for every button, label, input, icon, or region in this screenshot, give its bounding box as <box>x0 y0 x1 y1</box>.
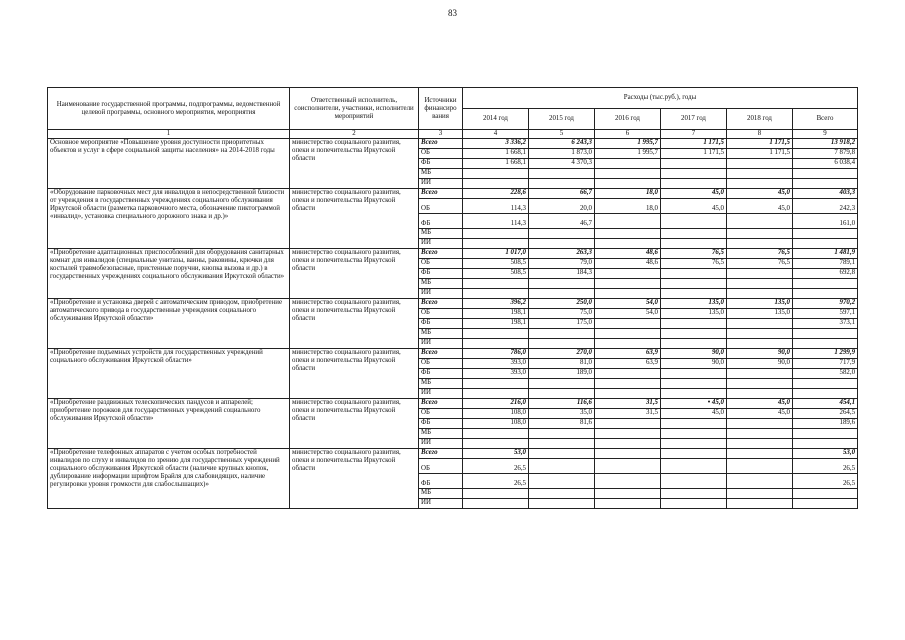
funding-source: ФБ <box>419 159 463 169</box>
total-value: 970,2 <box>793 299 858 309</box>
year-value: 198,1 <box>463 309 529 319</box>
year-value: 1 171,5 <box>661 139 727 149</box>
total-value <box>793 329 858 339</box>
year-value <box>661 369 727 379</box>
funding-source: ИИ <box>419 339 463 349</box>
year-value: 135,0 <box>661 309 727 319</box>
year-value <box>727 279 793 289</box>
year-value <box>727 389 793 399</box>
year-value <box>529 279 595 289</box>
year-value <box>661 389 727 399</box>
year-value <box>595 379 661 389</box>
year-value <box>595 474 661 489</box>
year-value <box>727 379 793 389</box>
total-value: 264,5 <box>793 409 858 419</box>
year-value <box>463 389 529 399</box>
header-year: 2015 год <box>529 109 595 130</box>
year-value <box>463 379 529 389</box>
total-value: 454,1 <box>793 399 858 409</box>
year-value: 6 243,3 <box>529 139 595 149</box>
column-number: 8 <box>727 130 793 139</box>
funding-source: МБ <box>419 229 463 239</box>
year-value <box>463 499 529 509</box>
year-value: 198,1 <box>463 319 529 329</box>
year-value: 54,0 <box>595 299 661 309</box>
year-value <box>595 289 661 299</box>
year-value <box>661 269 727 279</box>
funding-source: Всего <box>419 349 463 359</box>
year-value: 81,0 <box>529 359 595 369</box>
total-value <box>793 389 858 399</box>
year-value <box>595 169 661 179</box>
year-value: 228,6 <box>463 189 529 199</box>
funding-source: ФБ <box>419 269 463 279</box>
year-value <box>595 279 661 289</box>
measure-name: Основное мероприятие «Повышение уровня доступности приоритетных объектов и услуг в сфере социальной защиты населения» на 2014-2018 годы <box>48 139 290 189</box>
year-value <box>463 239 529 249</box>
year-value <box>727 339 793 349</box>
table-row <box>48 189 858 199</box>
table-row <box>48 139 858 149</box>
year-value <box>595 419 661 429</box>
funding-source: ОБ <box>419 409 463 419</box>
total-value <box>793 179 858 189</box>
year-value: • 45,0 <box>661 399 727 409</box>
total-value: 582,0 <box>793 369 858 379</box>
total-value: 242,3 <box>793 199 858 214</box>
year-value: 48,6 <box>595 259 661 269</box>
year-value <box>529 169 595 179</box>
column-number: 9 <box>793 130 858 139</box>
year-value <box>529 474 595 489</box>
year-value: 76,5 <box>727 259 793 269</box>
measure-name: «Приобретение и установка дверей с автоматическим приводом, приобретение автоматического привода в государственные учреждения социального обслуживания Иркутской области» <box>48 299 290 349</box>
year-value <box>463 179 529 189</box>
year-value: 79,0 <box>529 259 595 269</box>
year-value <box>661 169 727 179</box>
year-value <box>727 239 793 249</box>
year-value: 1 171,5 <box>727 149 793 159</box>
total-value <box>793 339 858 349</box>
column-number: 2 <box>290 130 419 139</box>
measure-executor: министерство социального развития, опеки и попечительства Иркутской области <box>290 349 419 399</box>
table-row <box>48 449 858 459</box>
year-value: 114,3 <box>463 199 529 214</box>
year-value: 175,0 <box>529 319 595 329</box>
year-value <box>661 429 727 439</box>
year-value <box>529 429 595 439</box>
total-value <box>793 169 858 179</box>
year-value <box>595 339 661 349</box>
measure-name: «Приобретение раздвижных телескопических пандусов и аппарелей; приобретение порожков для государственных учреждений социального обслуживания Иркутской области» <box>48 399 290 449</box>
total-value: 26,5 <box>793 459 858 474</box>
year-value: 81,6 <box>529 419 595 429</box>
year-value <box>727 499 793 509</box>
column-number: 7 <box>661 130 727 139</box>
funding-source: Всего <box>419 189 463 199</box>
year-value: 75,0 <box>529 309 595 319</box>
funding-source: ОБ <box>419 359 463 369</box>
year-value: 45,0 <box>727 399 793 409</box>
header-year: 2018 год <box>727 109 793 130</box>
year-value: 66,7 <box>529 189 595 199</box>
year-value <box>727 214 793 229</box>
measure-name: «Приобретение телефонных аппаратов с учетом особых потребностей инвалидов по слуху и инвалидов по зрению для государственных учреждений социального обслуживания Иркутской области (наличие крупных кнопок, дублирование информации шрифтом Брайля для слабовидящих, наличие регулировки уровня громкости для слабослышащих)» <box>48 449 290 509</box>
header-year: 2016 год <box>595 109 661 130</box>
year-value: 90,0 <box>727 359 793 369</box>
year-value <box>661 239 727 249</box>
year-value <box>529 179 595 189</box>
year-value: 35,0 <box>529 409 595 419</box>
year-value <box>529 499 595 509</box>
year-value <box>661 214 727 229</box>
funding-source: МБ <box>419 429 463 439</box>
year-value <box>529 229 595 239</box>
table-row <box>48 249 858 259</box>
year-value: 46,7 <box>529 214 595 229</box>
total-value: 692,8 <box>793 269 858 279</box>
year-value: 270,0 <box>529 349 595 359</box>
year-value <box>529 439 595 449</box>
year-value <box>595 459 661 474</box>
funding-source: ОБ <box>419 149 463 159</box>
measure-executor: министерство социального развития, опеки и попечительства Иркутской области <box>290 189 419 249</box>
funding-source: МБ <box>419 329 463 339</box>
total-value <box>793 279 858 289</box>
year-value <box>529 329 595 339</box>
year-value: 184,3 <box>529 269 595 279</box>
funding-source: ФБ <box>419 419 463 429</box>
year-value: 1 873,0 <box>529 149 595 159</box>
header-year: 2014 год <box>463 109 529 130</box>
total-value: 373,1 <box>793 319 858 329</box>
funding-source: ОБ <box>419 459 463 474</box>
year-value <box>727 269 793 279</box>
funding-source: Всего <box>419 399 463 409</box>
total-value <box>793 499 858 509</box>
funding-source: ИИ <box>419 439 463 449</box>
year-value: 20,0 <box>529 199 595 214</box>
year-value: 1 017,0 <box>463 249 529 259</box>
funding-source: ОБ <box>419 259 463 269</box>
measure-name: «Приобретение подъемных устройств для государственных учреждений социального обслуживания Иркутской области» <box>48 349 290 399</box>
total-value: 13 918,2 <box>793 139 858 149</box>
year-value: 53,0 <box>463 449 529 459</box>
funding-source: Всего <box>419 139 463 149</box>
year-value: 90,0 <box>727 349 793 359</box>
funding-source: МБ <box>419 279 463 289</box>
year-value: 63,9 <box>595 359 661 369</box>
year-value <box>727 159 793 169</box>
year-value: 4 370,3 <box>529 159 595 169</box>
year-value: 18,0 <box>595 199 661 214</box>
funding-source: Всего <box>419 299 463 309</box>
year-value <box>727 319 793 329</box>
funding-source: ФБ <box>419 214 463 229</box>
year-value: 508,5 <box>463 259 529 269</box>
year-value <box>727 439 793 449</box>
total-value <box>793 489 858 499</box>
column-number: 6 <box>595 130 661 139</box>
year-value: 26,5 <box>463 459 529 474</box>
year-value: 1 668,1 <box>463 159 529 169</box>
year-value: 31,5 <box>595 409 661 419</box>
year-value <box>727 289 793 299</box>
funding-source: Всего <box>419 249 463 259</box>
year-value <box>529 459 595 474</box>
total-value <box>793 239 858 249</box>
year-value: 108,0 <box>463 419 529 429</box>
funding-source: ИИ <box>419 289 463 299</box>
year-value: 3 336,2 <box>463 139 529 149</box>
funding-source: ИИ <box>419 389 463 399</box>
year-value <box>727 449 793 459</box>
funding-source: ИИ <box>419 239 463 249</box>
year-value: 116,6 <box>529 399 595 409</box>
funding-source: МБ <box>419 379 463 389</box>
year-value <box>595 449 661 459</box>
year-value: 76,5 <box>727 249 793 259</box>
year-value <box>661 474 727 489</box>
year-value: 393,0 <box>463 369 529 379</box>
year-value <box>727 419 793 429</box>
table-body <box>48 139 858 509</box>
year-value: 90,0 <box>661 349 727 359</box>
year-value: 48,6 <box>595 249 661 259</box>
total-value: 789,1 <box>793 259 858 269</box>
year-value <box>463 229 529 239</box>
funding-source: ФБ <box>419 369 463 379</box>
year-value <box>661 499 727 509</box>
year-value: 786,0 <box>463 349 529 359</box>
year-value <box>463 329 529 339</box>
year-value: 108,0 <box>463 409 529 419</box>
year-value <box>727 329 793 339</box>
column-number: 4 <box>463 130 529 139</box>
header-year: 2017 год <box>661 109 727 130</box>
measure-name: «Приобретение адаптационных приспособлений для оборудования санитарных комнат для инвалидов (специальные унитазы, ванны, раковины, крючки для костылей травмобезопасные, пристенные поручни, кнопка вызова и др.) в государственных учреждениях социального обслуживания Иркутской области» <box>48 249 290 299</box>
year-value <box>529 379 595 389</box>
measure-executor: министерство социального развития, опеки и попечительства Иркутской области <box>290 399 419 449</box>
measure-executor: министерство социального развития, опеки и попечительства Иркутской области <box>290 249 419 299</box>
header-expenses: Расходы (тыс.руб.), годы <box>463 88 858 109</box>
total-value: 26,5 <box>793 474 858 489</box>
year-value <box>595 499 661 509</box>
year-value <box>595 489 661 499</box>
header-total: Всего <box>793 109 858 130</box>
year-value: 189,0 <box>529 369 595 379</box>
total-value: 53,0 <box>793 449 858 459</box>
year-value <box>661 179 727 189</box>
year-value <box>661 279 727 289</box>
year-value <box>727 489 793 499</box>
funding-source: МБ <box>419 489 463 499</box>
year-value <box>727 179 793 189</box>
header-executor: Ответственный исполнитель, соисполнители, участники, исполнители мероприятий <box>290 88 419 130</box>
year-value: 26,5 <box>463 474 529 489</box>
total-value <box>793 229 858 239</box>
year-value <box>661 379 727 389</box>
year-value <box>463 169 529 179</box>
year-value: 76,5 <box>661 249 727 259</box>
year-value: 18,0 <box>595 189 661 199</box>
year-value <box>661 419 727 429</box>
year-value: 45,0 <box>727 189 793 199</box>
funding-source: Всего <box>419 449 463 459</box>
year-value: 135,0 <box>661 299 727 309</box>
total-value <box>793 379 858 389</box>
table-row <box>48 399 858 409</box>
total-value <box>793 439 858 449</box>
year-value: 396,2 <box>463 299 529 309</box>
year-value <box>727 369 793 379</box>
year-value: 54,0 <box>595 309 661 319</box>
year-value: 508,5 <box>463 269 529 279</box>
year-value: 45,0 <box>661 199 727 214</box>
year-value <box>661 439 727 449</box>
year-value <box>727 169 793 179</box>
page-number: 83 <box>448 8 457 18</box>
year-value <box>595 429 661 439</box>
year-value: 76,5 <box>661 259 727 269</box>
funding-source: ОБ <box>419 309 463 319</box>
measure-executor: министерство социального развития, опеки и попечительства Иркутской области <box>290 449 419 509</box>
total-value: 1 481,9 <box>793 249 858 259</box>
year-value <box>595 389 661 399</box>
year-value <box>661 289 727 299</box>
year-value: 45,0 <box>661 409 727 419</box>
measure-executor: министерство социального развития, опеки и попечительства Иркутской области <box>290 299 419 349</box>
measure-name: «Оборудование парковочных мест для инвалидов в непосредственной близости от учреждения в государственных учреждениях социального обслуживания Иркутской области (разметка парковочного места, обозначение пиктограммой «инвалид», установка специального дорожного знака и др.)» <box>48 189 290 249</box>
column-number: 3 <box>419 130 463 139</box>
year-value <box>595 159 661 169</box>
funding-source: МБ <box>419 169 463 179</box>
total-value: 1 299,9 <box>793 349 858 359</box>
year-value: 45,0 <box>661 189 727 199</box>
year-value <box>529 239 595 249</box>
year-value: 393,0 <box>463 359 529 369</box>
year-value: 135,0 <box>727 309 793 319</box>
year-value <box>661 229 727 239</box>
year-value <box>595 214 661 229</box>
total-value: 403,3 <box>793 189 858 199</box>
year-value: 31,5 <box>595 399 661 409</box>
year-value <box>661 159 727 169</box>
year-value <box>727 429 793 439</box>
year-value: 263,3 <box>529 249 595 259</box>
funding-source: ФБ <box>419 474 463 489</box>
year-value <box>727 459 793 474</box>
year-value <box>463 489 529 499</box>
year-value <box>463 339 529 349</box>
year-value <box>661 459 727 474</box>
measure-executor: министерство социального развития, опеки и попечительства Иркутской области <box>290 139 419 189</box>
total-value: 717,9 <box>793 359 858 369</box>
year-value <box>595 369 661 379</box>
header-name: Наименование государственной программы, подпрограммы, ведомственной целевой программы, основного мероприятия, мероприятия <box>48 88 290 130</box>
year-value <box>595 439 661 449</box>
year-value: 114,3 <box>463 214 529 229</box>
funding-source: ОБ <box>419 199 463 214</box>
year-value <box>661 319 727 329</box>
year-value <box>661 339 727 349</box>
year-value: 250,0 <box>529 299 595 309</box>
budget-table <box>47 87 858 509</box>
total-value <box>793 289 858 299</box>
year-value <box>529 289 595 299</box>
year-value: 45,0 <box>727 199 793 214</box>
year-value <box>595 229 661 239</box>
year-value <box>463 429 529 439</box>
funding-source: ИИ <box>419 499 463 509</box>
year-value <box>595 329 661 339</box>
year-value <box>661 449 727 459</box>
column-number: 5 <box>529 130 595 139</box>
table-row <box>48 349 858 359</box>
year-value <box>595 269 661 279</box>
year-value: 216,0 <box>463 399 529 409</box>
year-value <box>727 229 793 239</box>
year-value: 1 995,7 <box>595 139 661 149</box>
year-value <box>529 489 595 499</box>
total-value: 597,1 <box>793 309 858 319</box>
total-value <box>793 429 858 439</box>
year-value <box>463 279 529 289</box>
table-row <box>48 299 858 309</box>
year-value: 1 171,5 <box>661 149 727 159</box>
year-value <box>727 474 793 489</box>
year-value: 135,0 <box>727 299 793 309</box>
year-value <box>463 289 529 299</box>
year-value <box>661 329 727 339</box>
year-value <box>661 489 727 499</box>
year-value <box>595 179 661 189</box>
year-value: 63,9 <box>595 349 661 359</box>
total-value: 189,6 <box>793 419 858 429</box>
year-value <box>463 439 529 449</box>
funding-source: ИИ <box>419 179 463 189</box>
header-source: Источники финансиро вания <box>419 88 463 130</box>
year-value: 1 171,5 <box>727 139 793 149</box>
total-value: 6 038,4 <box>793 159 858 169</box>
year-value: 90,0 <box>661 359 727 369</box>
year-value <box>529 339 595 349</box>
year-value: 45,0 <box>727 409 793 419</box>
year-value <box>529 449 595 459</box>
total-value: 161,0 <box>793 214 858 229</box>
year-value: 1 995,7 <box>595 149 661 159</box>
year-value: 1 668,1 <box>463 149 529 159</box>
year-value <box>595 239 661 249</box>
funding-source: ФБ <box>419 319 463 329</box>
year-value <box>595 319 661 329</box>
total-value: 7 879,8 <box>793 149 858 159</box>
column-number: 1 <box>48 130 290 139</box>
year-value <box>529 389 595 399</box>
